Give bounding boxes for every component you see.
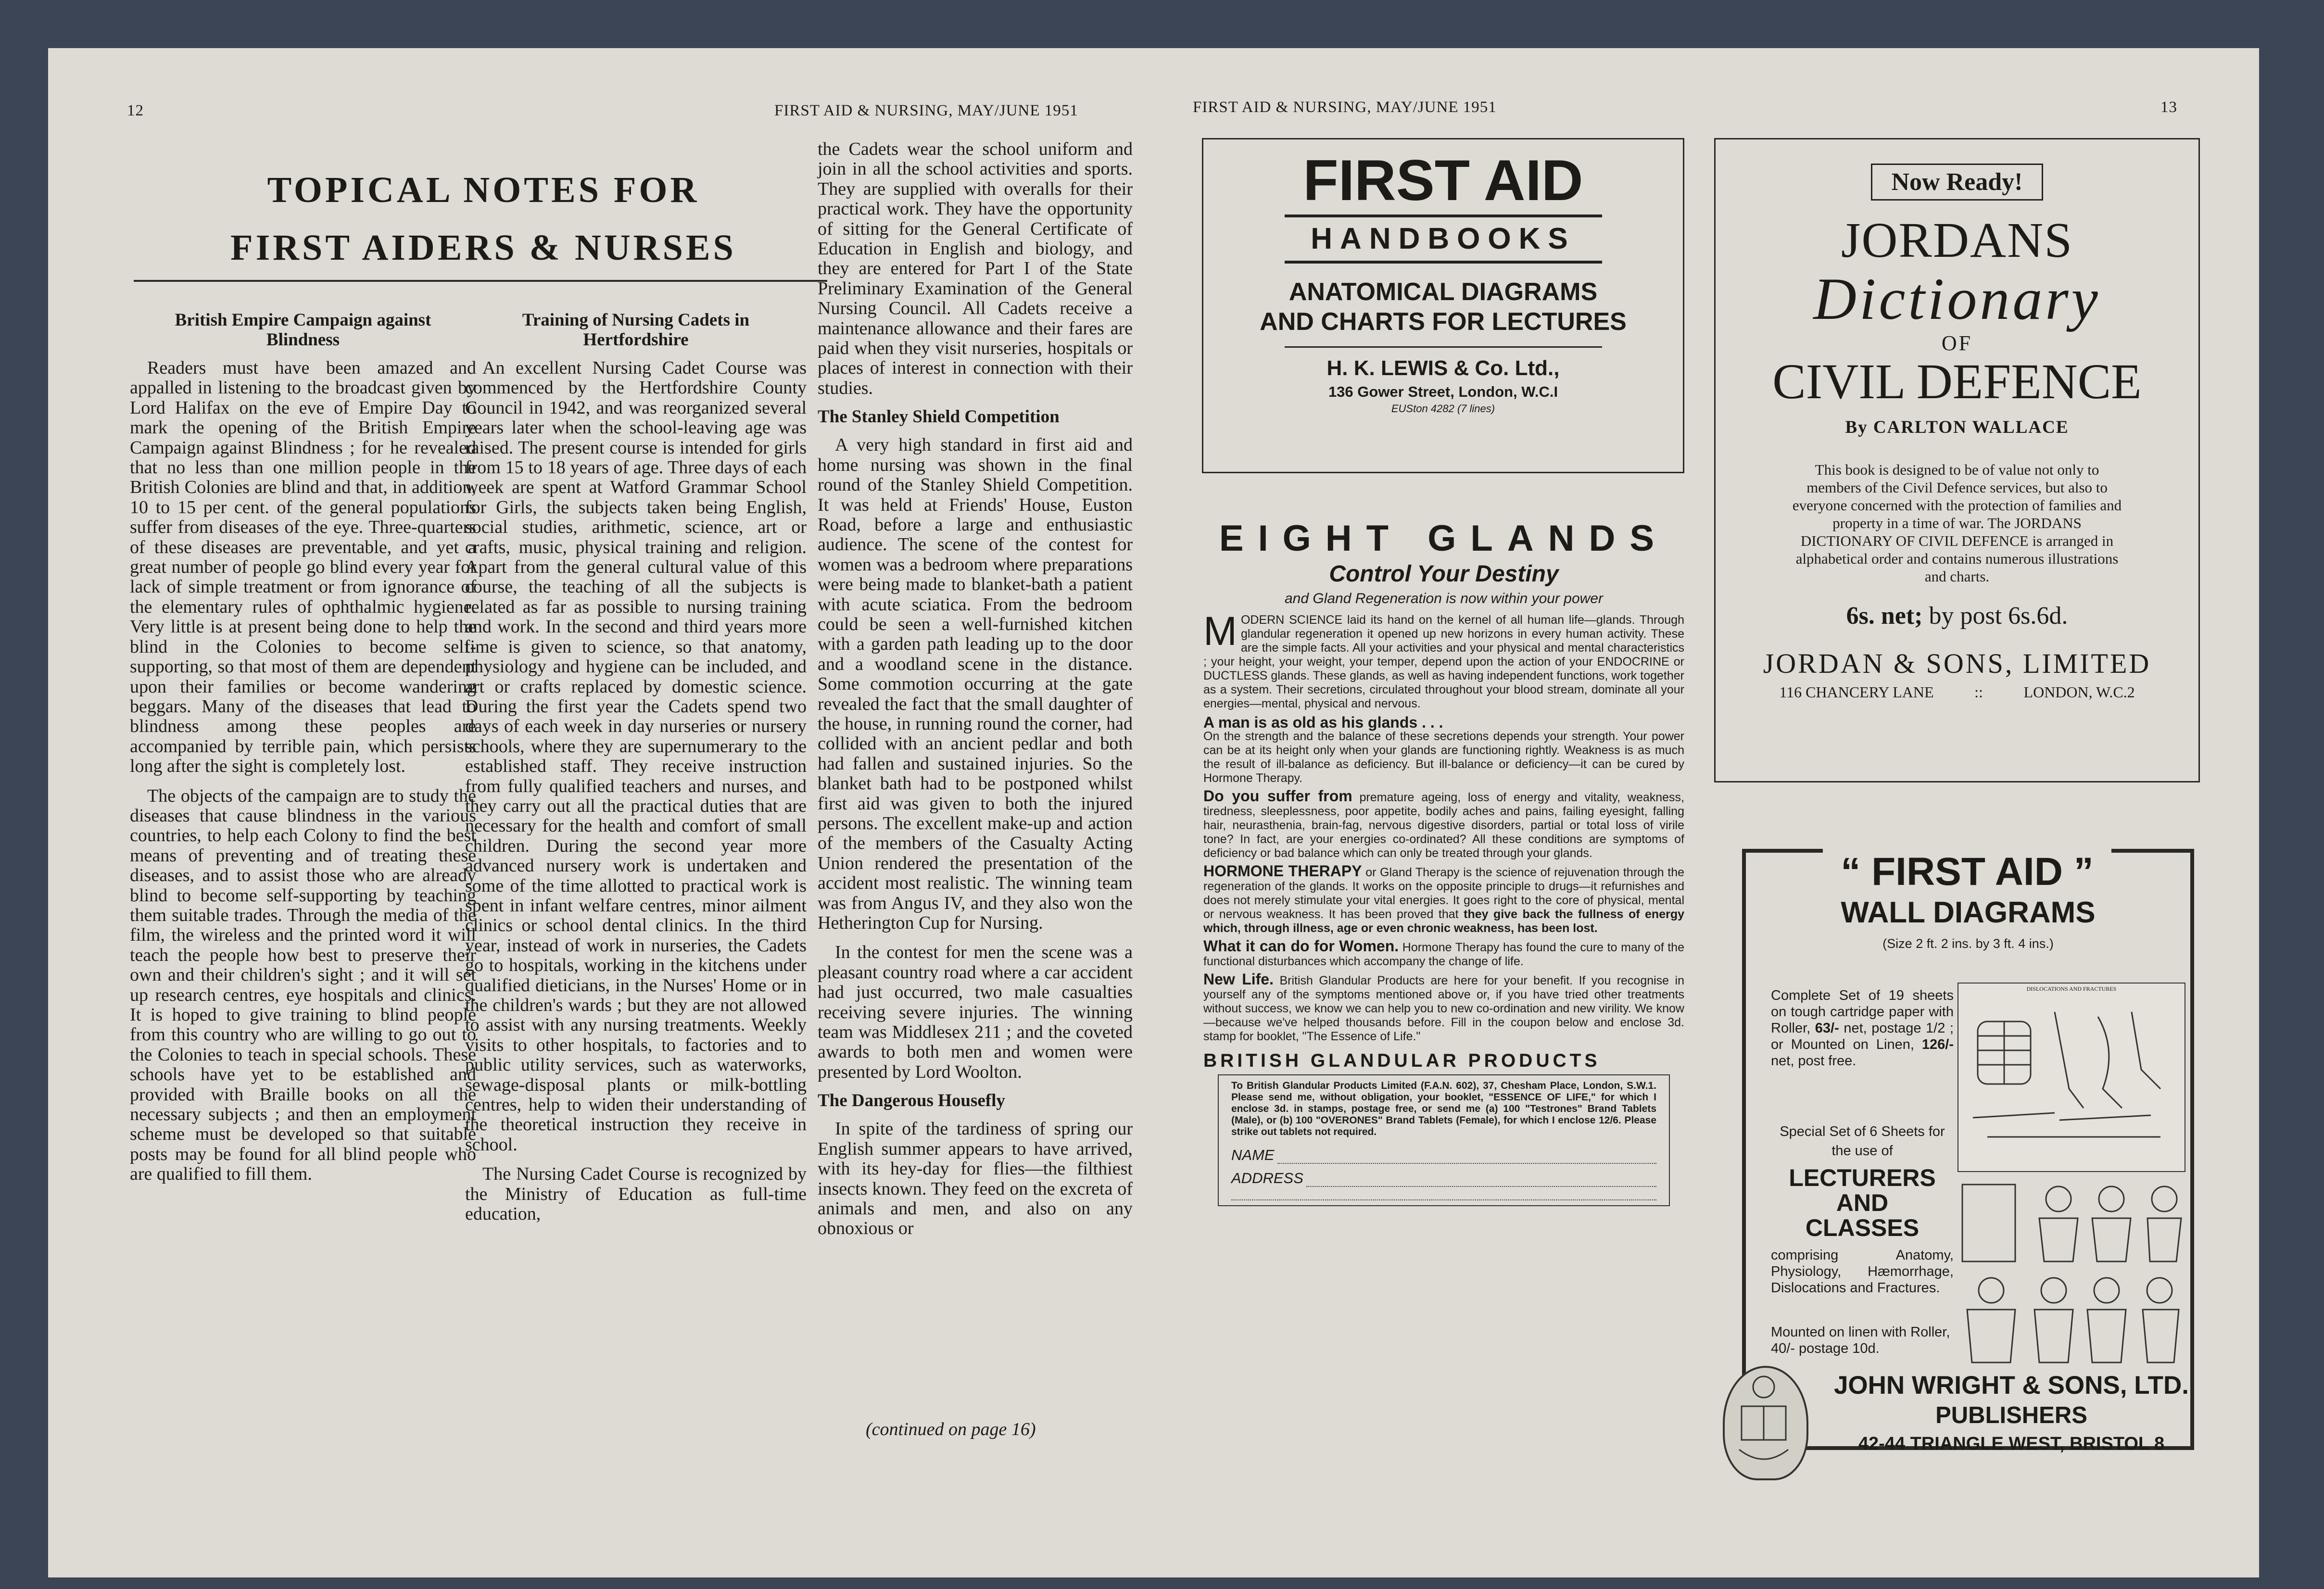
ad-title: FIRST AID [1303,148,1583,213]
bandaging-illustrations [1958,1180,2184,1367]
continued-note: (continued on page 16) [866,1419,1036,1439]
coupon-blank-line [1231,1199,1656,1200]
section-heading: British Empire Campaign against Blindness [175,310,431,350]
ad-subtitle: Control Your Destiny [1329,561,1559,587]
column-2 [465,310,807,1224]
coupon [1218,1074,1670,1206]
running-head: FIRST AID & NURSING, MAY/JUNE 1951 [1193,99,1497,116]
page-number: 13 [2160,99,2177,116]
now-ready-badge: Now Ready! [1871,164,2044,201]
ad-special: Special Set of 6 Sheets for the use of [1780,1124,1945,1159]
headline-line-2: FIRST AIDERS & NURSES [230,227,736,268]
ad-paragraph: Do you suffer from premature ageing, loss of energy and vitality, weakness, tiredness, sleeplessness, poor appetite, bodily aches and pains, failing eyesight, falling hair, neurasthenia, brain-fag, nervous digestive disorders, partial or total loss of virile tone? In fact, are your energies co-ordinated? All these conditions are symptoms of deficiency or bad balance which can only be treated through your glands. [1203,787,1684,860]
ad-description: This book is designed to be of value not only to members of the Civil Defence services, but also to everyone concerned with the protection of families and property in a time of war. The JORDANS DICTIONARY OF CIVIL DEFENCE is arranged in alphabetical order and contains numerous illustrations and charts. [1792,461,2122,585]
ad-title: “ FIRST AID ” [1823,849,2111,895]
ad-publisher: JORDAN & SONS, LIMITED [1763,648,2151,679]
coupon-text: To British Glandular Products Limited (F.A.N. 602), 37, Chesham Place, London, S.W.1. Please send me, without obligation, your booklet, "ESSENCE OF LIFE," for which I enclose 3d. in stamps, postage free, or send me (a) 100 "Testrones" Brand Tablets (Male), or (b) 100 "OVERONES" Brand Tablets (Female), for which I enclose 12/6. Please strike out tablets not required. [1231,1080,1656,1137]
ad-tagline: and Gland Regeneration is now within your power [1284,591,1604,606]
ad-author: By CARLTON WALLACE [1845,417,2069,437]
paragraph: The objects of the campaign are to study the diseases that cause blindness in the various countries, to help each Colony to find the best means of preventing and of treating these diseases, and to assist those who are already blind to become self-supporting by teaching them suitable trades. Through the media of the film, the wireless and the printed word it will teach the people how best to preserve their own and their children's sight ; and it will set up research centres, eye hospitals and clinics. It is hoped to give training to blind people from this country who are willing to go out to the Colonies to teach in special schools. These schools have yet to be established and provided with Braille books on all the necessary subjects ; and then an employment scheme must be developed so that suitable posts may be found for all blind people who are qualified to fill them. [130,785,476,1185]
page-number: 12 [127,102,144,119]
ad-paragraph: HORMONE THERAPY or Gland Therapy is the science of rejuvenation through the regeneration of the glands. It works on the opposite principle to drugs—it refurnishes and does not merely stimulate your vital energies. It goes right to the core of physical, mental or nervous weakness. It has been proved that they give back the fullness of energy which, through illness, age or even chronic weakness, has been lost. [1203,862,1685,935]
right-page [1141,48,2259,1577]
column-3 [818,139,1133,1239]
chart-thumbnail-dislocations [1958,983,2185,1172]
ad-subtitle: WALL DIAGRAMS [1841,896,2096,929]
logo-emblem [1725,1368,1803,1475]
paragraph: the Cadets wear the school uniform and join in all the school activities and sports. They are supplied with overalls for their practical work. They have the opportunity of sitting for the General Certificate of Education in English and biology, and they are entered for Part I of the State Preliminary Examination of the General Nursing Council. All Cadets receive a maintenance allowance and their fares are paid when they visit nurseries, hospitals or places of interest in connection with their studies. [818,139,1133,398]
article-headline [135,161,832,277]
ad-line: ANATOMICAL DIAGRAMS [1288,278,1598,306]
section-heading: Training of Nursing Cadets in Hertfordshire [522,310,750,350]
section-heading: The Stanley Shield Competition [818,407,1060,427]
chart-caption: DISLOCATIONS AND FRACTURES [2026,985,2117,992]
ad-address: 136 Gower Street, London, W.C.I [1328,383,1558,400]
ad-phone: EUSton 4282 (7 lines) [1391,403,1495,415]
ad-paragraph: New Life. British Glandular Products are here for your benefit. If you recognise in yourself any of the symptoms mentioned above or, if you have tried other treatments without success, we know we can help you to new co-ordination and new virility. We know—because we've helped thousands before. Fill in the coupon below and enclose 3d. stamp for booklet, "The Essence of Life." [1203,971,1685,1043]
skeleton-illustration [1958,993,2185,1166]
ad-line: AND CHARTS FOR LECTURES [1260,308,1627,336]
paragraph: In spite of the tardiness of spring our English summer appears to have arrived, with its hey-day for flies—the filthiest insects known. They feed on the excreta of animals and men, and also on any obnoxious or [818,1119,1133,1239]
headline-rule [134,280,827,282]
ad-paragraph: What it can do for Women. Hormone Therapy has found the cure to many of the functional disturbances which accompany the change of life. [1203,937,1684,968]
ad-body [1203,608,1685,1044]
paragraph: A very high standard in first aid and home nursing was shown in the final round of the Stanley Shield Competition. It was held at Friends' House, Euston Road, before a large and enthusiastic audience. The scene of the contest for women was a bedroom where preparations were being made to blanket-bath a patient with acute sciatica. From the bedroom could be seen a well-furnished kitchen with a garden path leading up to the door and a woodland scene in the distance. Some commotion occurring at the gate revealed the fact that the small daughter of the house, in running round the corner, had collided with an ancient pedlar and both had fallen and sustained injuries. So the blanket bath had to be postponed whilst first aid was given to both the injured persons. The excellent make-up and action of the members of the Casualty Acting Union rendered the presentation of the accident most realistic. The winning team was from Angus IV, and they also won the Hetherington Cup for Nursing. [818,435,1133,933]
figures-illustration [1958,1180,2184,1367]
ad-company: BRITISH GLANDULAR PRODUCTS [1203,1050,1601,1071]
paragraph: The Nursing Cadet Course is recognized by the Ministry of Education as full-time education, [465,1164,807,1224]
ad-lecturers: LECTURERS AND CLASSES [1789,1164,1936,1241]
paragraph: Readers must have been amazed and appalled in listening to the broadcast given by Lord Halifax on the eve of Empire Day to mark the opening of the British Empire Campaign against Blindness ; for he revealed that no less than one million people in the British Colonies are blind and that, in addition, 10 to 15 per cent. of the general populations suffer from diseases of the eye. Three-quarters of these diseases are preventable, and yet a great number of people go blind every year for lack of simple treatment or from ignorance of the elementary rules of ophthalmic hygiene. Very little is at present being done to help the blind in the Colonies to become self-supporting, so that most of them are dependent upon their families or become wandering beggars. Many of the diseases that lead to blindness among these peoples are accompanied by terrible pain, which persists long after the sight is completely lost. [130,358,476,777]
ad-brand: JORDANS [1841,213,2073,268]
ad-subtitle: HANDBOOKS [1285,214,1602,264]
publishers-label: PUBLISHERS [1935,1402,2087,1428]
ad-price: 6s. net; by post 6s.6d. [1846,602,2068,630]
ad-publisher: H. K. LEWIS & Co. Ltd., [1285,346,1602,380]
ad-title: EIGHT GLANDS [1219,518,1669,559]
ad-comprising: comprising Anatomy, Physiology, Hæmorrhage, Dislocations and Fractures. [1771,1248,1954,1296]
ad-description: Complete Set of 19 sheets on tough cartridge paper with Roller, 63/- net, postage 1/2 ; or Mounted on Linen, 126/- net, post free. [1771,988,1954,1069]
ad-subheading: A man is as old as his glands . . . [1203,714,1443,731]
publisher-address: 42-44 TRIANGLE WEST, BRISTOL 8 [1858,1434,2165,1454]
coupon-name-field[interactable]: NAME [1231,1147,1656,1164]
column-1 [130,310,476,1185]
ad-address: 116 CHANCERY LANE :: LONDON, W.C.2 [1779,683,2135,701]
running-head: FIRST AID & NURSING, MAY/JUNE 1951 [774,102,1078,119]
ad-eight-glands [1203,517,1684,1206]
paragraph: An excellent Nursing Cadet Course was commenced by the Hertfordshire County Council in 1942, and was reorganized several years later when the school-leaving age was raised. The present course is intended for girls from 15 to 18 years of age. Three days of each week are spent at Watford Grammar School for Girls, the subjects taken being English, social studies, arithmetic, science, art or crafts, music, physical training and religion. Apart from the general cultural value of this course, the teaching of all the subjects is related as far as possible to nursing training and work. In the second and third years more time is given to science, so that anatomy, physiology and hygiene can be included, and art or crafts replaced by domestic science. During the first year the Cadets spend two days of each week in day nurseries or nursery schools, where they are supernumerary to the established staff. They receive instruction from fully qualified teachers and nurses, and they carry out all the practical duties that are necessary for the health and comfort of small children. During the second year more advanced nursery work is undertaken and some of the time allotted to practical work is spent in infant welfare centres, minor ailment clinics or school dental clinics. In the third year, instead of work in nurseries, the Cadets go to hospitals, working in the kitchens under qualified dieticians, in the Nurses' Home or in the children's wards ; but they are not allowed to assist with any nursing treatments. Weekly visits to other hospitals, to factories and to public utility services, such as waterworks, sewage-disposal plants or milk-bottling centres, help to widen their understanding of the theoretical instruction they receive in school. [465,358,807,1155]
ad-of: OF [1941,331,1973,355]
ad-jordans-dictionary [1714,138,2200,782]
publisher-logo [1723,1366,1808,1480]
coupon-address-field[interactable]: ADDRESS [1231,1170,1656,1187]
intro-paragraph: MODERN SCIENCE laid its hand on the kernel of all human life—glands. Through glandular regeneration it opened up new horizons in every human activity. These are the simple facts. All your activities and your physical and mental characteristics ; your height, your weight, your temper, depend upon the action of your ENDOCRINE or DUCTLESS glands. These glands, as well as having independent functions, work together as a system. Their secretions, circulated throughout your blood stream, dominate all your energies—mental, physical and nervous. [1203,608,1684,710]
publisher-name: JOHN WRIGHT & SONS, LTD. [1833,1371,2189,1400]
ad-size: (Size 2 ft. 2 ins. by 3 ft. 4 ins.) [1882,936,2054,951]
ad-mounted: Mounted on linen with Roller, 40/- postage 10d. [1771,1324,1950,1356]
section-heading: The Dangerous Housefly [818,1091,1005,1111]
drop-cap: M [1203,608,1237,654]
left-page [48,48,1141,1577]
ad-subject: CIVIL DEFENCE [1772,354,2142,409]
ad-wall-diagrams [1742,849,2194,1450]
headline-line-1: TOPICAL NOTES FOR [267,170,700,210]
ad-paragraph: On the strength and the balance of these secretions depends your strength. Your power can be at its height only when your glands are functioning rightly. Weakness is as much the result of ill-balance as deficiency. But ill-balance or deficiency—it can be cured by Hormone Therapy. [1203,730,1684,785]
paragraph: In the contest for men the scene was a pleasant country road where a car accident had just occurred, two male casualties receiving severe injuries. The winning team was Middlesex 211 ; and the coveted awards to both men and women were presented by Lord Woolton. [818,942,1133,1082]
ad-first-aid-handbooks [1202,138,1684,473]
ad-title: Dictionary [1813,266,2101,332]
wright-publisher-block [1805,1371,2218,1457]
